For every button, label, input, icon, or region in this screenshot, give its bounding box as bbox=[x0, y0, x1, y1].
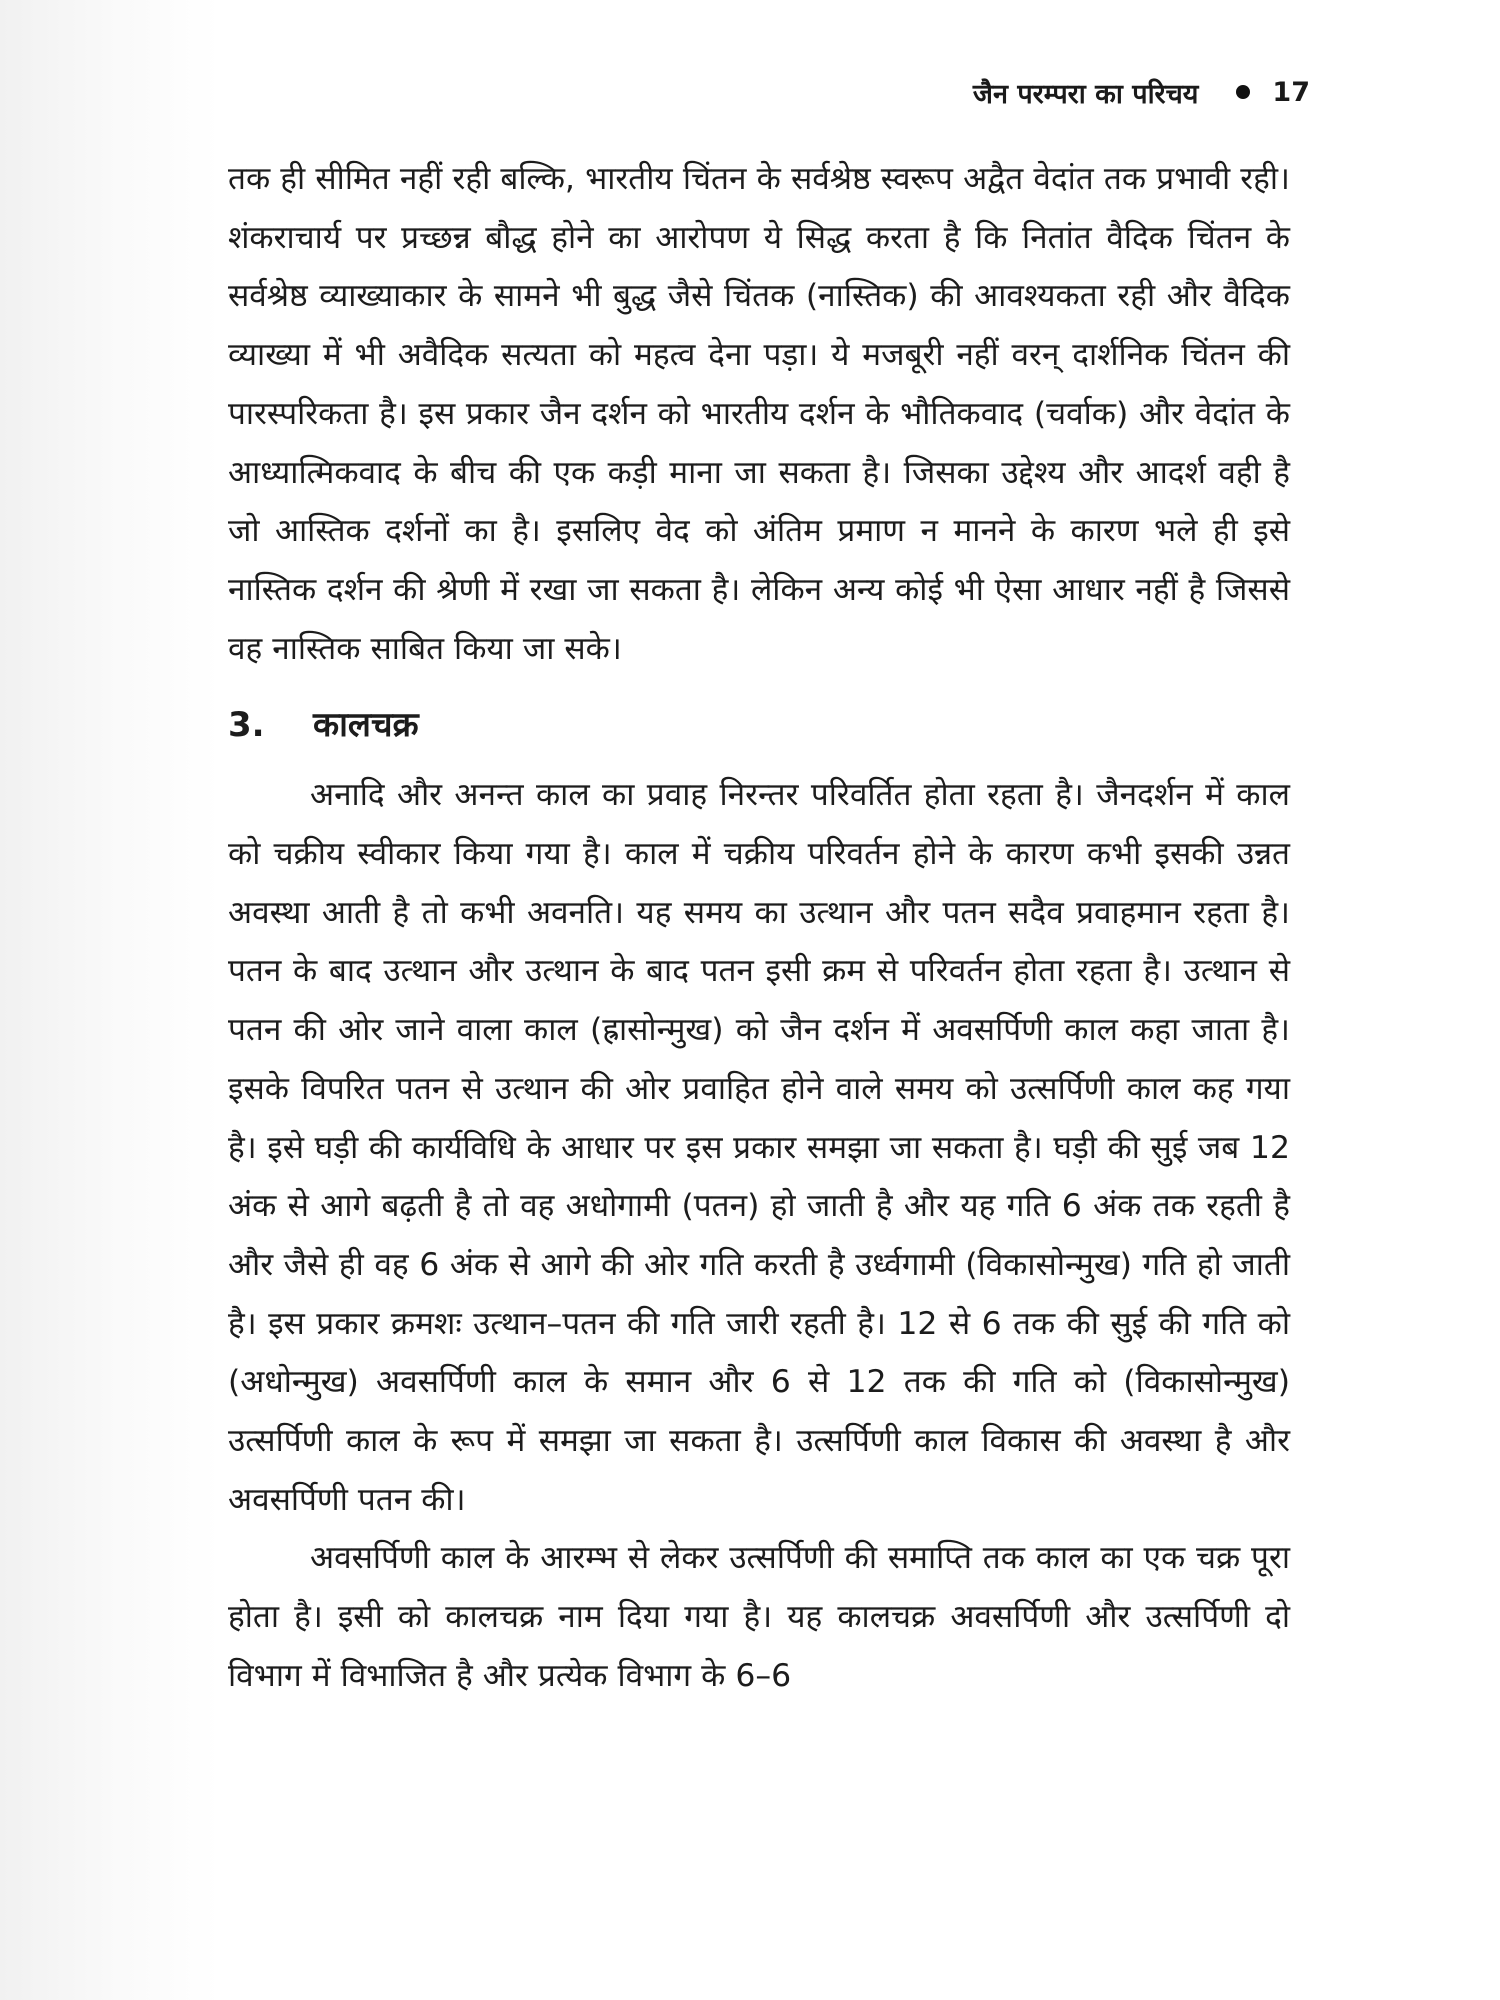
paragraph: अवसर्पिणी काल के आरम्भ से लेकर उत्सर्पिणी की समाप्ति तक काल का एक चक्र पूरा होता है। इसी को कालचक्र नाम दिया गया है। यह कालचक्र अवसर्पिणी और उत्सर्पिणी दो विभाग में विभाजित है और प्रत्येक विभाग के 6–6 bbox=[228, 1540, 1290, 1694]
page-number: 17 bbox=[1272, 76, 1310, 108]
paragraph-continued: तक ही सीमित नहीं रही बल्कि, भारतीय चिंतन के सर्वश्रेष्ठ स्वरूप अद्वैत वेदांत तक प्रभावी रही। शंकराचार्य पर प्रच्छन्न बौद्ध होने का आरोपण ये सिद्ध करता है कि नितांत वैदिक चिंतन के सर्वश्रेष्ठ व्याख्याकार के सामने भी बुद्ध जैसे चिंतक (नास्तिक) की आवश्यकता रही और वैदिक व्याख्या में भी अवैदिक सत्यता को महत्व देना पड़ा। ये मजबूरी नहीं वरन् दार्शनिक चिंतन की पारस्परिकता है। इस प्रकार जैन दर्शन को भारतीय दर्शन के भौतिकवाद (चर्वाक) और वेदांत के आध्यात्मिकवाद के बीच की एक कड़ी माना जा सकता है। जिसका उद्देश्य और आदर्श वही है जो आस्तिक दर्शनों का है। इसलिए वेद को अंतिम प्रमाण न मानने के कारण भले ही इसे नास्तिक दर्शन की श्रेणी में रखा जा सकता है। लेकिन अन्य कोई भी ऐसा आधार नहीं है जिससे वह नास्तिक साबित किया जा सके। bbox=[228, 161, 1290, 667]
body-text bbox=[228, 150, 1290, 1706]
section-number: 3. bbox=[228, 705, 265, 746]
running-title: जैन परम्परा का परिचय bbox=[972, 78, 1199, 110]
section-heading bbox=[228, 696, 1290, 754]
running-header bbox=[973, 70, 1310, 114]
bullet-icon bbox=[1236, 85, 1250, 99]
paragraph: अनादि और अनन्त काल का प्रवाह निरन्तर परिवर्तित होता रहता है। जैनदर्शन में काल को चक्रीय स्वीकार किया गया है। काल में चक्रीय परिवर्तन होने के कारण कभी इसकी उन्नत अवस्था आती है तो कभी अवनति। यह समय का उत्थान और पतन सदैव प्रवाहमान रहता है। पतन के बाद उत्थान और उत्थान के बाद पतन इसी क्रम से परिवर्तन होता रहता है। उत्थान से पतन की ओर जाने वाला काल (ह्रासोन्मुख) को जैन दर्शन में अवसर्पिणी काल कहा जाता है। इसके विपरित पतन से उत्थान की ओर प्रवाहित होने वाले समय को उत्सर्पिणी काल कह गया है। इसे घड़ी की कार्यविधि के आधार पर इस प्रकार समझा जा सकता है। घड़ी की सुई जब 12 अंक से आगे बढ़ती है तो वह अधोगामी (पतन) हो जाती है और यह गति 6 अंक तक रहती है और जैसे ही वह 6 अंक से आगे की ओर गति करती है उर्ध्वगामी (विकासोन्मुख) गति हो जाती है। इस प्रकार क्रमशः उत्थान–पतन की गति जारी रहती है। 12 से 6 तक की सुई की गति को (अधोन्मुख) अवसर्पिणी काल के समान और 6 से 12 तक की गति को (विकासोन्मुख) उत्सर्पिणी काल के रूप में समझा जा सकता है। उत्सर्पिणी काल विकास की अवस्था है और अवसर्पिणी पतन की। bbox=[228, 777, 1290, 1518]
section-title: कालचक्र bbox=[313, 705, 419, 746]
